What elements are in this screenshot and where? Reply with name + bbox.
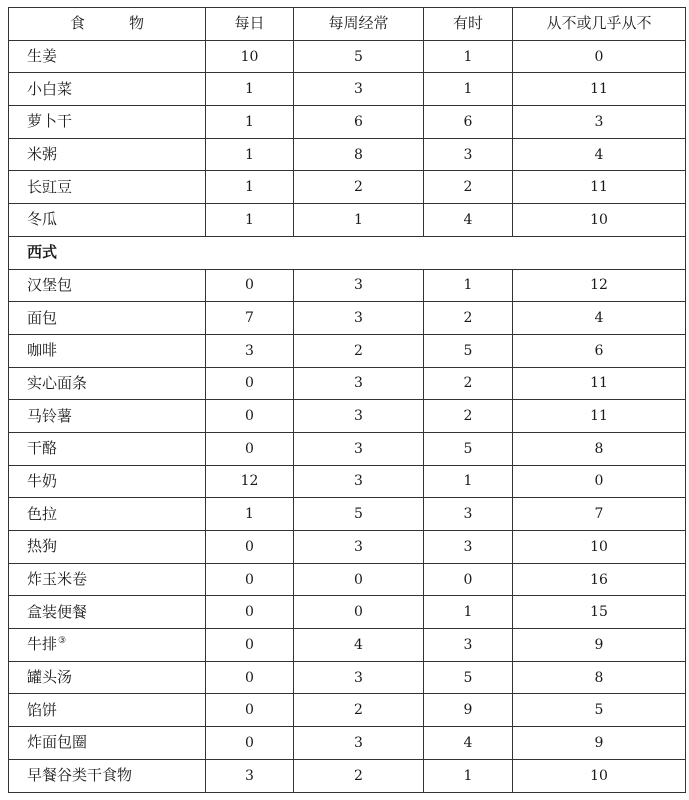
cell-sometimes: 4 bbox=[424, 204, 513, 237]
header-food bbox=[9, 8, 206, 41]
cell-daily: 0 bbox=[206, 629, 294, 662]
table-row bbox=[9, 465, 686, 498]
cell-sometimes: 1 bbox=[424, 40, 513, 73]
cell-never: 0 bbox=[513, 465, 686, 498]
food-name-text: 长豇豆 bbox=[27, 177, 73, 196]
cell-never: 6 bbox=[513, 334, 686, 367]
cell-sometimes: 9 bbox=[424, 694, 513, 727]
cell-weekly: 3 bbox=[294, 661, 424, 694]
food-name bbox=[9, 531, 206, 564]
cell-daily: 0 bbox=[206, 367, 294, 400]
table-row bbox=[9, 596, 686, 629]
food-name-text: 冬瓜 bbox=[27, 210, 58, 229]
header-never: 从不或几乎从不 bbox=[513, 8, 686, 41]
food-name-text: 牛排 bbox=[27, 635, 58, 654]
food-name-text: 实心面条 bbox=[27, 373, 88, 392]
cell-never: 0 bbox=[513, 40, 686, 73]
cell-daily: 3 bbox=[206, 759, 294, 792]
cell-weekly: 2 bbox=[294, 759, 424, 792]
table-row bbox=[9, 694, 686, 727]
cell-weekly: 3 bbox=[294, 302, 424, 335]
cell-sometimes: 5 bbox=[424, 661, 513, 694]
table-row bbox=[9, 629, 686, 662]
food-name-text: 罐头汤 bbox=[27, 668, 73, 687]
western-section bbox=[9, 236, 686, 269]
cell-daily: 1 bbox=[206, 73, 294, 106]
cell-daily: 0 bbox=[206, 596, 294, 629]
cell-weekly: 3 bbox=[294, 269, 424, 302]
cell-sometimes: 5 bbox=[424, 334, 513, 367]
header-daily: 每日 bbox=[206, 8, 294, 41]
food-name-text: 色拉 bbox=[27, 504, 58, 523]
cell-sometimes: 3 bbox=[424, 629, 513, 662]
food-name bbox=[9, 759, 206, 792]
food-name bbox=[9, 629, 206, 662]
section-row bbox=[9, 236, 686, 269]
cell-weekly: 1 bbox=[294, 204, 424, 237]
food-name-text: 炸玉米卷 bbox=[27, 570, 88, 589]
header-sometimes: 有时 bbox=[424, 8, 513, 41]
cell-never: 9 bbox=[513, 727, 686, 760]
cell-never: 4 bbox=[513, 138, 686, 171]
cell-daily: 0 bbox=[206, 400, 294, 433]
cell-never: 3 bbox=[513, 106, 686, 139]
table-row bbox=[9, 727, 686, 760]
cell-never: 5 bbox=[513, 694, 686, 727]
cell-daily: 1 bbox=[206, 498, 294, 531]
table-row bbox=[9, 138, 686, 171]
cell-never: 9 bbox=[513, 629, 686, 662]
header-food-part2: 物 bbox=[129, 14, 145, 33]
cell-daily: 0 bbox=[206, 694, 294, 727]
table-row bbox=[9, 531, 686, 564]
food-name-text: 盒装便餐 bbox=[27, 602, 88, 621]
western-food-rows bbox=[9, 269, 686, 792]
cell-daily: 0 bbox=[206, 661, 294, 694]
table-row bbox=[9, 367, 686, 400]
cell-never: 10 bbox=[513, 759, 686, 792]
cell-weekly: 3 bbox=[294, 531, 424, 564]
cell-daily: 1 bbox=[206, 171, 294, 204]
cell-weekly: 8 bbox=[294, 138, 424, 171]
food-name bbox=[9, 727, 206, 760]
table-row bbox=[9, 563, 686, 596]
cell-sometimes: 1 bbox=[424, 465, 513, 498]
food-name-text: 炸面包圈 bbox=[27, 733, 88, 752]
cell-sometimes: 6 bbox=[424, 106, 513, 139]
food-name bbox=[9, 432, 206, 465]
cell-weekly: 3 bbox=[294, 367, 424, 400]
food-name bbox=[9, 367, 206, 400]
table-row bbox=[9, 302, 686, 335]
cell-sometimes: 1 bbox=[424, 73, 513, 106]
cell-never: 12 bbox=[513, 269, 686, 302]
cell-never: 11 bbox=[513, 171, 686, 204]
cell-never: 7 bbox=[513, 498, 686, 531]
chinese-food-rows bbox=[9, 40, 686, 236]
cell-never: 8 bbox=[513, 661, 686, 694]
table-row bbox=[9, 73, 686, 106]
table-row bbox=[9, 661, 686, 694]
cell-sometimes: 1 bbox=[424, 596, 513, 629]
cell-weekly: 5 bbox=[294, 498, 424, 531]
food-name-text: 生姜 bbox=[27, 47, 58, 66]
cell-sometimes: 0 bbox=[424, 563, 513, 596]
cell-daily: 12 bbox=[206, 465, 294, 498]
cell-never: 16 bbox=[513, 563, 686, 596]
cell-sometimes: 2 bbox=[424, 171, 513, 204]
header-food-part1: 食 bbox=[69, 14, 85, 33]
food-name-text: 馅饼 bbox=[27, 700, 58, 719]
table-row bbox=[9, 204, 686, 237]
cell-sometimes: 3 bbox=[424, 531, 513, 564]
table-row bbox=[9, 334, 686, 367]
food-name bbox=[9, 138, 206, 171]
cell-weekly: 4 bbox=[294, 629, 424, 662]
cell-daily: 3 bbox=[206, 334, 294, 367]
cell-weekly: 5 bbox=[294, 40, 424, 73]
cell-sometimes: 2 bbox=[424, 400, 513, 433]
header-weekly: 每周经常 bbox=[294, 8, 424, 41]
footnote-marker: ③ bbox=[58, 636, 67, 647]
header-row bbox=[9, 8, 686, 41]
food-name bbox=[9, 334, 206, 367]
food-name bbox=[9, 73, 206, 106]
food-frequency-table bbox=[8, 7, 686, 793]
cell-sometimes: 2 bbox=[424, 302, 513, 335]
table-row bbox=[9, 40, 686, 73]
cell-sometimes: 3 bbox=[424, 138, 513, 171]
section-western-label: 西式 bbox=[9, 236, 686, 269]
cell-daily: 1 bbox=[206, 204, 294, 237]
cell-weekly: 2 bbox=[294, 171, 424, 204]
food-name-text: 米粥 bbox=[27, 145, 58, 164]
food-name bbox=[9, 171, 206, 204]
cell-daily: 0 bbox=[206, 432, 294, 465]
cell-daily: 0 bbox=[206, 269, 294, 302]
table-row bbox=[9, 269, 686, 302]
cell-daily: 10 bbox=[206, 40, 294, 73]
food-name bbox=[9, 498, 206, 531]
cell-weekly: 6 bbox=[294, 106, 424, 139]
cell-weekly: 0 bbox=[294, 596, 424, 629]
cell-never: 10 bbox=[513, 531, 686, 564]
cell-daily: 1 bbox=[206, 138, 294, 171]
food-name-text: 萝卜干 bbox=[27, 112, 73, 131]
cell-weekly: 2 bbox=[294, 334, 424, 367]
cell-sometimes: 4 bbox=[424, 727, 513, 760]
cell-never: 11 bbox=[513, 73, 686, 106]
cell-daily: 0 bbox=[206, 563, 294, 596]
food-name-text: 热狗 bbox=[27, 537, 58, 556]
table-row bbox=[9, 106, 686, 139]
cell-never: 15 bbox=[513, 596, 686, 629]
food-name bbox=[9, 694, 206, 727]
table-row bbox=[9, 432, 686, 465]
cell-daily: 7 bbox=[206, 302, 294, 335]
food-name-text: 咖啡 bbox=[27, 341, 58, 360]
food-name-text: 小白菜 bbox=[27, 79, 73, 98]
cell-never: 8 bbox=[513, 432, 686, 465]
cell-weekly: 3 bbox=[294, 465, 424, 498]
food-name-text: 干酪 bbox=[27, 439, 58, 458]
cell-never: 11 bbox=[513, 367, 686, 400]
cell-weekly: 3 bbox=[294, 727, 424, 760]
food-name bbox=[9, 465, 206, 498]
cell-never: 10 bbox=[513, 204, 686, 237]
food-name-text: 牛奶 bbox=[27, 471, 58, 490]
cell-sometimes: 2 bbox=[424, 367, 513, 400]
table-row bbox=[9, 498, 686, 531]
cell-daily: 1 bbox=[206, 106, 294, 139]
food-name bbox=[9, 40, 206, 73]
food-name bbox=[9, 563, 206, 596]
cell-weekly: 3 bbox=[294, 400, 424, 433]
food-name-text: 面包 bbox=[27, 308, 58, 327]
cell-sometimes: 1 bbox=[424, 269, 513, 302]
cell-never: 11 bbox=[513, 400, 686, 433]
food-name bbox=[9, 596, 206, 629]
table-row bbox=[9, 759, 686, 792]
food-name-text: 马铃薯 bbox=[27, 406, 73, 425]
table-row bbox=[9, 400, 686, 433]
food-name bbox=[9, 204, 206, 237]
food-name bbox=[9, 400, 206, 433]
food-name-text: 早餐谷类干食物 bbox=[27, 766, 133, 785]
cell-never: 4 bbox=[513, 302, 686, 335]
table-row bbox=[9, 171, 686, 204]
cell-weekly: 3 bbox=[294, 73, 424, 106]
food-name-text: 汉堡包 bbox=[27, 275, 73, 294]
food-name bbox=[9, 302, 206, 335]
cell-daily: 0 bbox=[206, 531, 294, 564]
food-name bbox=[9, 269, 206, 302]
cell-weekly: 2 bbox=[294, 694, 424, 727]
cell-sometimes: 3 bbox=[424, 498, 513, 531]
food-name bbox=[9, 106, 206, 139]
cell-sometimes: 1 bbox=[424, 759, 513, 792]
food-name bbox=[9, 661, 206, 694]
cell-weekly: 3 bbox=[294, 432, 424, 465]
cell-daily: 0 bbox=[206, 727, 294, 760]
cell-weekly: 0 bbox=[294, 563, 424, 596]
cell-sometimes: 5 bbox=[424, 432, 513, 465]
